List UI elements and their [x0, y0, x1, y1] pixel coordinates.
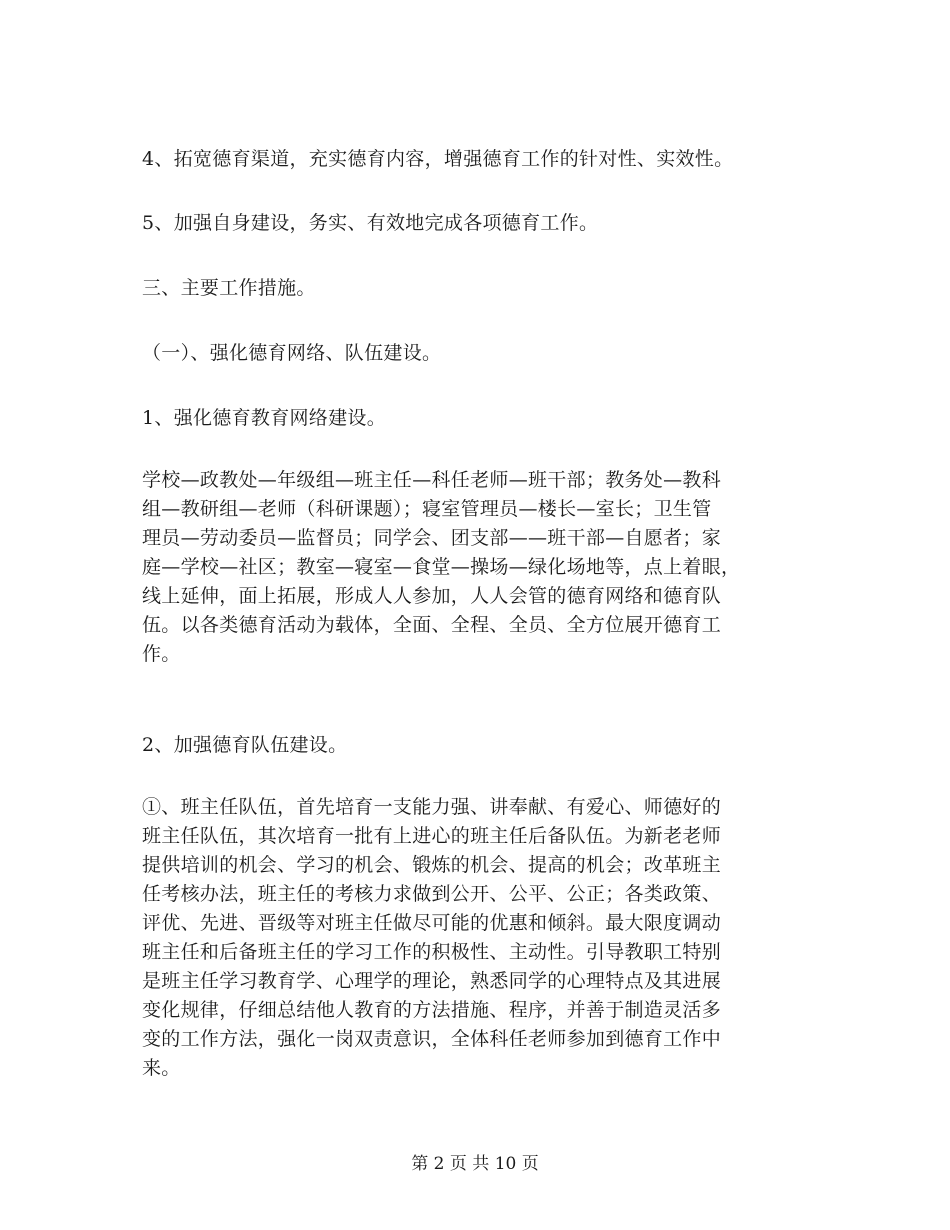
paragraph-line: 评优、先进、晋级等对班主任做尽可能的优惠和倾斜。最大限度调动 [142, 912, 722, 934]
paragraph-line: 班主任和后备班主任的学习工作的积极性、主动性。引导教职工特别 [142, 941, 722, 963]
paragraph-line: 任考核办法，班主任的考核力求做到公开、公平、公正；各类政策、 [142, 883, 722, 905]
paragraph-line: ①、班主任队伍，首先培育一支能力强、讲奉献、有爱心、师德好的 [142, 796, 722, 818]
paragraph-line: 伍。以各类德育活动为载体，全面、全程、全员、全方位展开德育工 [142, 614, 722, 636]
point-1-heading: 1、强化德育教育网络建设。 [142, 407, 386, 429]
section-3-heading: 三、主要工作措施。 [142, 277, 316, 299]
paragraph-line: 是班主任学习教育学、心理学的理论，熟悉同学的心理特点及其进展 [142, 970, 722, 992]
paragraph-line: 作。 [142, 643, 181, 665]
paragraph-line: 变的工作方法，强化一岗双责意识，全体科任老师参加到德育工作中 [142, 1028, 722, 1050]
subsection-1-heading: （一）、强化德育网络、队伍建设。 [142, 342, 442, 364]
item-5-text: 5、加强自身建设，务实、有效地完成各项德育工作。 [142, 212, 599, 234]
paragraph-line: 变化规律，仔细总结他人教育的方法措施、程序，并善于制造灵活多 [142, 999, 722, 1021]
item-4-text: 4、拓宽德育渠道，充实德育内容，增强德育工作的针对性、实效性。 [142, 148, 734, 170]
point-2-paragraph [142, 793, 807, 1083]
paragraph-line: 理员—劳动委员—监督员；同学会、团支部——班干部—自愿者；家 [142, 527, 722, 549]
point-2-heading: 2、加强德育队伍建设。 [142, 734, 348, 756]
paragraph-line: 线上延伸，面上拓展，形成人人参加，人人会管的德育网络和德育队 [142, 585, 722, 607]
paragraph-line: 学校—政教处—年级组—班主任—科任老师—班干部；教务处—教科 [142, 469, 722, 491]
paragraph-line: 班主任队伍，其次培育一批有上进心的班主任后备队伍。为新老老师 [142, 825, 722, 847]
page-number-footer: 第 2 页 共 10 页 [411, 1154, 539, 1174]
paragraph-line: 庭—学校—社区；教室—寝室—食堂—操场—绿化场地等，点上着眼， [142, 556, 741, 578]
paragraph-line: 组—教研组—老师（科研课题）；寝室管理员—楼长—室长；卫生管 [142, 498, 712, 520]
point-1-paragraph [142, 466, 807, 669]
paragraph-line: 提供培训的机会、学习的机会、锻炼的机会、提高的机会；改革班主 [142, 854, 722, 876]
paragraph-line: 来。 [142, 1057, 181, 1079]
